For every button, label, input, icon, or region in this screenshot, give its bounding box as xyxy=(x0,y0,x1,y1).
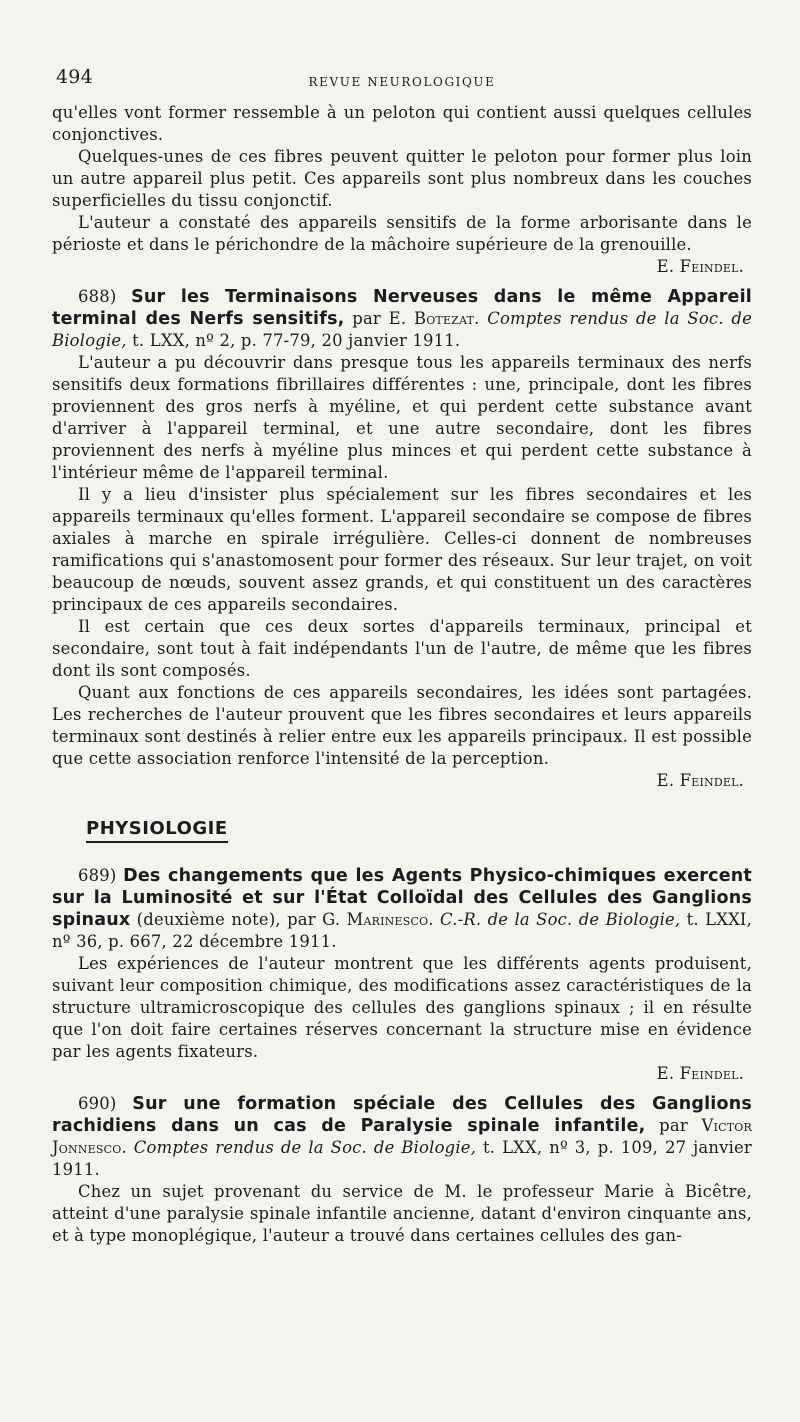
reference: t. LXXI, nº 36, p. 667, 22 décembre 1911. xyxy=(52,910,753,951)
author: G. Marinesco. xyxy=(322,910,434,929)
page-number: 494 xyxy=(56,66,93,88)
paragraph: qu'elles vont former ressemble à un peloton qui contient aussi quelques cellules conjonctives. xyxy=(52,103,752,144)
reference: t. LXX, nº 3, p. 109, 27 janvier 1911. xyxy=(52,1138,752,1179)
page-header xyxy=(52,62,752,102)
paragraph: Chez un sujet provenant du service de M. le professeur Marie à Bicêtre, atteint d'une paralysie spinale infantile ancienne, datant d'environ cinquante ans, et à type monoplégique, l'auteur a trouvé dans certaines cellules des gan- xyxy=(52,1182,752,1245)
paragraph: Il est certain que ces deux sortes d'appareils terminaux, principal et secondaire, sont tout à fait indépendants l'un de l'autre, de même que les fibres dont ils sont composés. xyxy=(52,617,752,680)
entry-number: 689) xyxy=(78,866,117,885)
entry-heading xyxy=(52,286,752,352)
entry-heading xyxy=(52,1093,752,1181)
entry-number: 688) xyxy=(78,287,117,306)
reference: t. LXX, nº 2, p. 77-79, 20 janvier 1911. xyxy=(132,331,461,350)
signature: E. Feindel. xyxy=(656,257,744,276)
note: (deuxième note), par xyxy=(136,910,316,929)
section-title: PHYSIOLOGIE xyxy=(86,818,228,843)
entry-title: Des changements que les Agents Physico-chimiques exercent sur la Luminosité et sur l'État Colloïdal des Cellules des Ganglions spinaux xyxy=(52,866,752,930)
abstract-690 xyxy=(52,1093,752,1247)
paragraph: Quant aux fonctions de ces appareils secondaires, les idées sont partagées. Les recherches de l'auteur prouvent que les fibres secondaires et leurs appareils terminaux sont destinés à relier entre eux les appareils principaux. Il est possible que cette association renforce l'intensité de la perception. xyxy=(52,683,752,768)
author: Victor Jonnesco. xyxy=(52,1116,752,1157)
abstract-688 xyxy=(52,286,752,792)
journal: C.-R. de la Soc. de Biologie, xyxy=(440,910,681,929)
entry-title: Sur les Terminaisons Nerveuses dans le même Appareil terminal des Nerfs sensitifs, xyxy=(52,287,752,329)
author-prefix: par xyxy=(659,1116,688,1135)
journal: Comptes rendus de la Soc. de Biologie, xyxy=(52,309,752,350)
author: E. Botezat. xyxy=(388,309,480,328)
signature: E. Feindel. xyxy=(656,771,744,790)
journal: Comptes rendus de la Soc. de Biologie, xyxy=(133,1138,477,1157)
signature: E. Feindel. xyxy=(656,1064,744,1083)
entry-heading xyxy=(52,865,752,953)
paragraph: L'auteur a pu découvrir dans presque tous les appareils terminaux des nerfs sensitifs deux formations fibrillaires différentes : une, principale, dont les fibres proviennent des gros nerfs à myéline, et qui perdent cette substance avant d'arriver à l'appareil terminal, et une autre secondaire, dont les fibres proviennent des nerfs à myéline plus minces et qui perdent cette substance à l'intérieur même de l'appareil terminal. xyxy=(52,353,752,482)
paragraph: Quelques-unes de ces fibres peuvent quitter le peloton pour former plus loin un autre appareil plus petit. Ces appareils sont plus nombreux dans les couches superficielles du tissu conjonctif. xyxy=(52,147,752,210)
paragraph: Les expériences de l'auteur montrent que les différents agents produisent, suivant leur composition chimique, des modifications assez caractéristiques de la structure ultramicroscopique des cellules des ganglions spinaux ; il en résulte que l'on doit faire certaines réserves concernant la structure mise en évidence par les agents fixateurs. xyxy=(52,954,752,1061)
paragraph: L'auteur a constaté des appareils sensitifs de la forme arborisante dans le périoste et dans le périchondre de la mâchoire supérieure de la grenouille. xyxy=(52,213,752,254)
author-prefix: par xyxy=(352,309,381,328)
abstract-689 xyxy=(52,865,752,1085)
paragraph: Il y a lieu d'insister plus spécialement sur les fibres secondaires et les appareils terminaux qu'elles forment. L'appareil secondaire se compose de fibres axiales à marche en spirale irrégulière. Celles-ci donnent de nombreuses ramifications qui s'anastomosent pour former des réseaux. Sur leur trajet, on voit beaucoup de nœuds, souvent assez grands, et qui constituent un des caractères principaux de ces appareils secondaires. xyxy=(52,485,752,614)
entry-number: 690) xyxy=(78,1094,117,1113)
running-head: REVUE NEUROLOGIQUE xyxy=(308,75,496,89)
entry-title: Sur une formation spéciale des Cellules des Ganglions rachidiens dans un cas de Paralysie spinale infantile, xyxy=(52,1094,752,1136)
